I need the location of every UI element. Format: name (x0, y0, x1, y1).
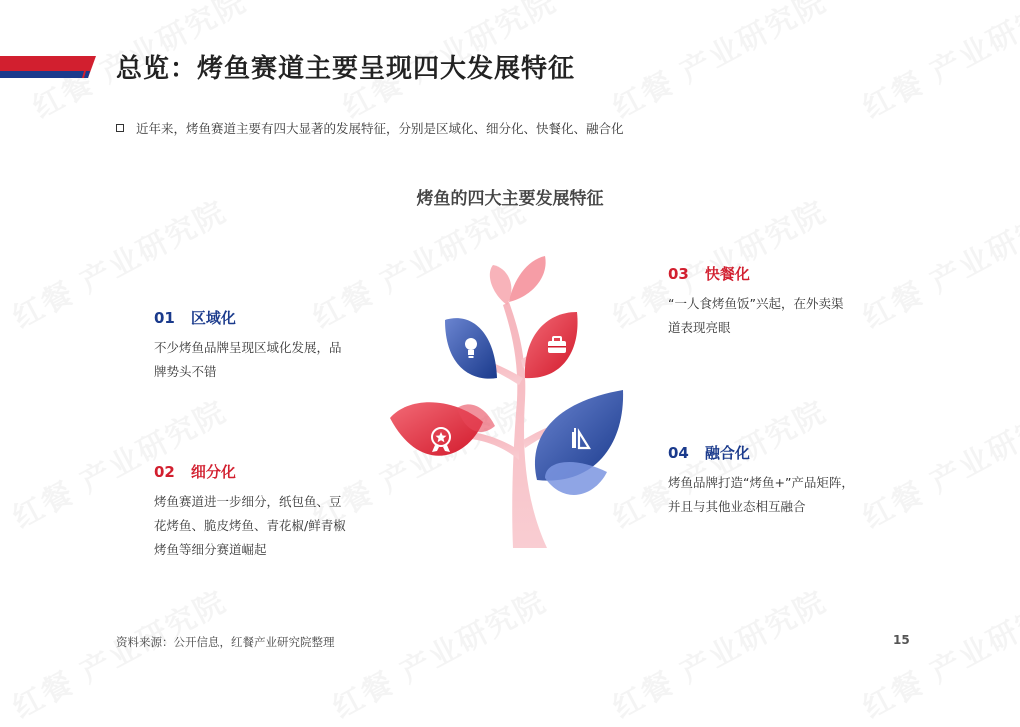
feature-number: 01 (154, 309, 175, 327)
watermark (4, 577, 233, 727)
feature-desc-line: “一人食烤鱼饭”兴起，在外卖渠 (668, 296, 844, 311)
feature-label: 融合化 (704, 444, 750, 462)
feature-desc-line: 烤鱼赛道进一步细分，纸包鱼、豆 (154, 494, 342, 509)
feature-label: 区域化 (190, 309, 236, 327)
feature-fusion (668, 442, 888, 519)
feature-segmentation (154, 461, 374, 562)
feature-number: 03 (668, 265, 689, 283)
feature-heading (668, 263, 888, 284)
feature-desc-line: 花烤鱼、脆皮烤鱼、青花椒/鲜青椒 (154, 518, 346, 533)
page-title: 总览：烤鱼赛道主要呈现四大发展特征 (116, 54, 576, 84)
watermark (854, 577, 1020, 727)
diagram-title: 烤鱼的四大主要发展特征 (416, 189, 604, 209)
feature-desc-line: 烤鱼等细分赛道崛起 (154, 542, 267, 557)
feature-desc-line: 并且与其他业态相互融合 (668, 499, 806, 514)
watermark (604, 577, 833, 727)
feature-heading (668, 442, 888, 463)
feature-label: 细分化 (190, 463, 236, 481)
footer-source: 资料来源：公开信息，红餐产业研究院整理 (116, 635, 335, 649)
feature-description (154, 336, 374, 384)
feature-description (668, 471, 888, 519)
feature-desc-line: 烤鱼品牌打造“烤鱼+”产品矩阵， (668, 475, 854, 490)
feature-heading (154, 307, 374, 328)
intro-text: 近年来，烤鱼赛道主要有四大显著的发展特征，分别是区域化、细分化、快餐化、融合化 (136, 121, 624, 136)
feature-regionalization (154, 307, 374, 384)
feature-desc-line: 牌势头不错 (154, 364, 217, 379)
intro-bullet (116, 119, 624, 137)
top-leaves (490, 256, 546, 305)
feature-fast-food (668, 263, 888, 340)
feature-description (154, 490, 374, 562)
title-accent-bar (0, 56, 96, 78)
feature-desc-line: 不少烤鱼品牌呈现区域化发展，品 (154, 340, 342, 355)
feature-number: 02 (154, 463, 175, 481)
feature-number: 04 (668, 444, 689, 462)
feature-description (668, 292, 888, 340)
tree-diagram (385, 250, 635, 550)
watermark (324, 577, 553, 727)
feature-label: 快餐化 (704, 265, 750, 283)
watermark (854, 0, 1020, 127)
page-number: 15 (893, 633, 910, 647)
square-bullet-icon (116, 124, 124, 132)
feature-desc-line: 道表现亮眼 (668, 320, 731, 335)
feature-heading (154, 461, 374, 482)
watermark (604, 0, 833, 127)
